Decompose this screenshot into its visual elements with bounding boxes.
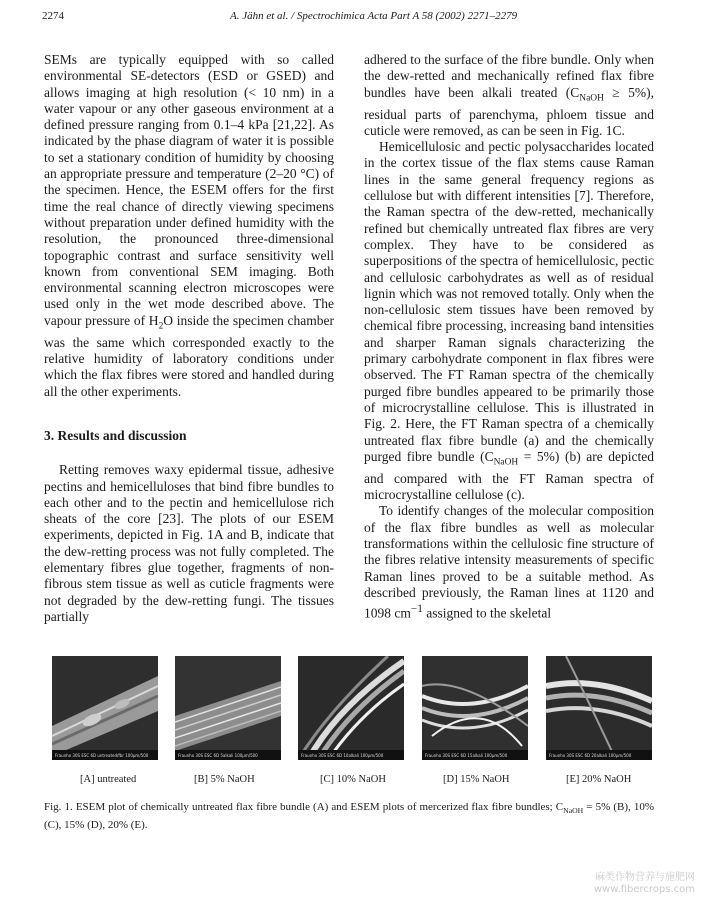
panel-label-c: [C] 10% NaOH [320, 774, 386, 785]
paragraph: Retting removes waxy epidermal tissue, adhesive pectins and hemicelluloses that bind fibre bundles to each other and to the pectin and hemicellulose rich sheats of the core [23]. The plots of our ESEM experiments, depicted in Fig. 1A and B, indicate that the dew-retting process was not fully completed. The elementary fibres glue together, fragments of non-fibrous stem tissue as well as cuticle fragments were not degraded by the dew-retting fungi. The tissues partially [44, 462, 334, 624]
left-column [44, 52, 334, 625]
esem-image-e [546, 656, 652, 760]
figure-caption: Fig. 1. ESEM plot of chemically untreated flax fibre bundle (A) and ESEM plots of mercerized flax fibre bundles; $C_{NaOH} = 5\%$ (B), 10% (C), 15% (D), 20% (E). [44, 801, 654, 832]
page-number: 2274 [42, 10, 64, 22]
esem-image-a [52, 656, 158, 760]
esem-image-c [298, 656, 404, 760]
panel-label-e: [E] 20% NaOH [566, 774, 632, 785]
journal-citation: A. Jähn et al. / Spectrochimica Acta Part A 58 (2002) 2271–2279 [230, 10, 518, 22]
esem-image-d [422, 656, 528, 760]
right-column [364, 52, 654, 622]
scale-text: Fraunho 30S ESC 6D 5alkali 100µm/500 [178, 753, 258, 758]
panel-label-a: [A] untreated [80, 774, 137, 785]
esem-image-b [175, 656, 281, 760]
paragraph: To identify changes of the molecular composition of the flax fibre bundles as well as molecular transformations within the cellulosic fine structure of the fibres relative intensity measurements of specific Raman lines proved to be a suitable method. As described previously, the Raman lines at 1120 and 1098 $cm^{-1}$ assigned to the skeletal [364, 503, 654, 621]
scale-text: Fraunho 30S ESC 6D untreated/fbr 100µm/500 [55, 753, 149, 758]
scale-text: Fraunho 30S ESC 6D 20alkali 100µm/500 [549, 753, 632, 758]
running-header [30, 6, 653, 22]
paragraph: SEMs are typically equipped with so called environmental SE-detectors (ESD or GSED) and allows imaging at high resolution (< 10 nm) in a water vapour or any other gaseous environment at a defined pressure ranging from 0.1–4 kPa [21,22]. As indicated by the phase diagram of water it is possible to set a stationary condition of humidity by choosing an appropriate pressure and temperature (2–20 °C) of the specimen. Hence, the ESEM offers for the first time the real chance of directly viewing specimens without preparation under defined humidity with the resolution, the pronounced three-dimensional topographic contrast and surface sensitivity well known from conventional SEM imaging. Both environmental scanning electron microscopes were used only in the wet mode described above. The vapour pressure of $H_2O$ inside the specimen chamber was the same which corresponded exactly to the relative humidity of laboratory conditions under which the flax fibres were stored and handled during all the other experiments. [44, 52, 335, 399]
panel-label-b: [B] 5% NaOH [194, 774, 255, 785]
watermark: 麻类作物营养与施肥网 www.fibercrops.com [593, 872, 695, 895]
scale-text: Fraunho 30S ESC 6D 15alkali 100µm/500 [425, 753, 508, 758]
paragraph: adhered to the surface of the fibre bundle. Only when the dew-retted and mechanically refined flax fibre bundles have been alkali treated $(C_{NaOH} \ge 5\%)$, residual parts of parenchyma, phloem tissue and cuticle were removed, as can be seen in Fig. 1C. [364, 52, 654, 138]
paragraph: Hemicellulosic and pectic polysaccharides located in the cortex tissue of the flax stems cause Raman lines in the same general frequency regions as cellulose but with different intensities [7]. Therefore, the Raman spectra of the dew-retted, mechanically refined but chemically untreated flax fibres are very complex. They have to be considered as superpositions of the spectra of hemicellulosic, pectic and cellulosic carbohydrates as well as of residual lignin which was not removed totally. Only when the non-cellulosic stem tissues have been removed by chemical fibre processing, increasing band intensities and sharper Raman signals characterizing the primary carbohydrate component in flax fibres were observed. The FT Raman spectra of the chemically purged fibre bundles appeared to be primarily those of microcrystalline cellulose. This is illustrated in Fig. 2. Here, the FT Raman spectra of a chemically untreated flax fibre bundle (a) and the chemically purged fibre bundle $(C_{NaOH} = 5\%)$ (b) are depicted and compared with the FT Raman spectra of microcrystalline cellulose (c). [364, 139, 654, 503]
section-heading: 3. Results and discussion [44, 427, 187, 443]
panel-label-d: [D] 15% NaOH [443, 774, 510, 785]
scale-text: Fraunho 30S ESC 6D 10alkali 100µm/500 [301, 753, 384, 758]
figure-panels [52, 656, 652, 760]
